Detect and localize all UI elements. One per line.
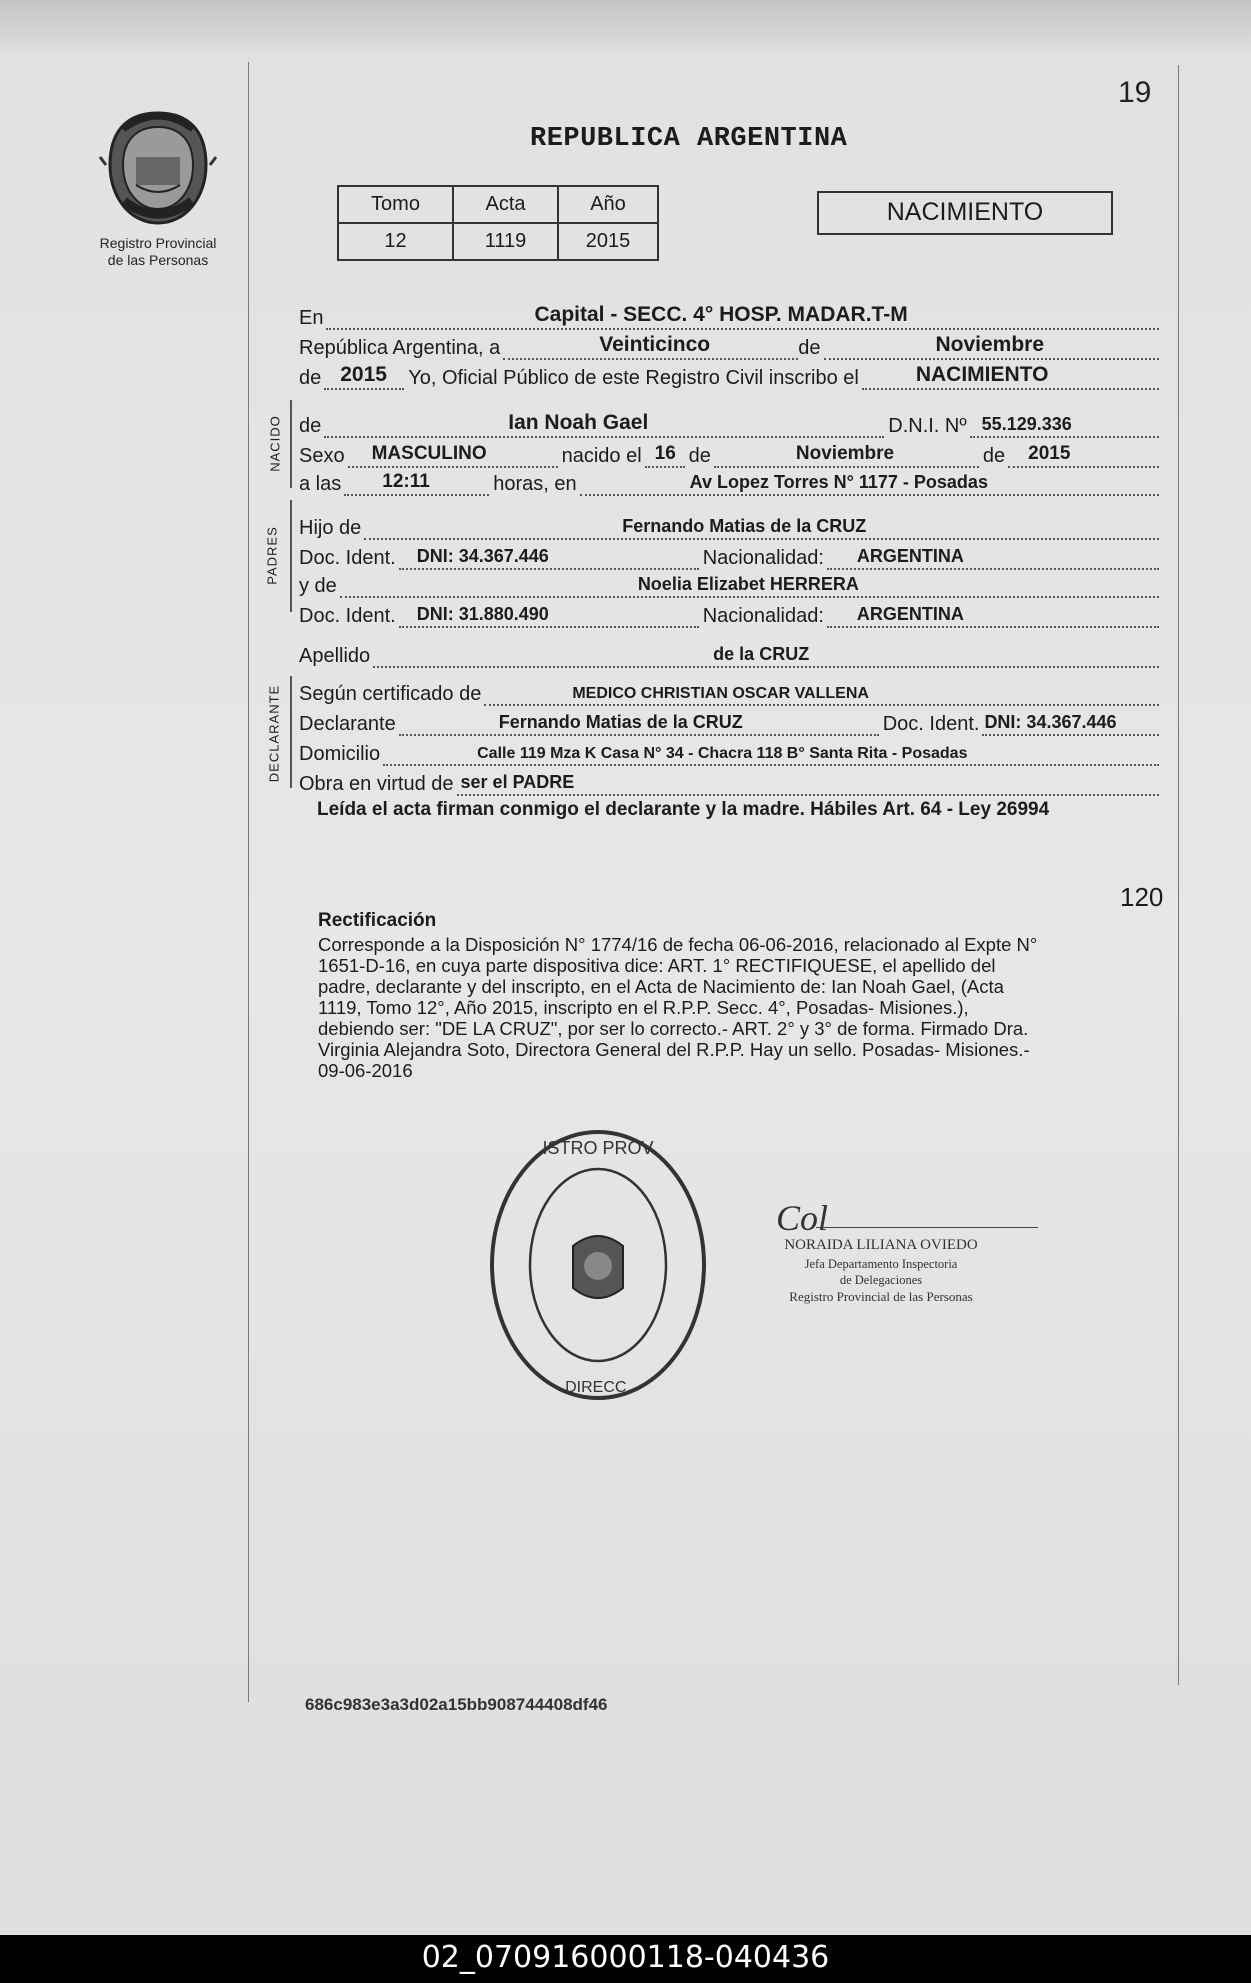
- padre-value: Fernando Matias de la CRUZ: [622, 516, 867, 536]
- republica-label: República Argentina, a: [299, 337, 501, 359]
- nacido-side-label: NACIDO: [267, 415, 283, 472]
- de-label: de: [798, 337, 821, 359]
- row-declarante: [299, 706, 1159, 736]
- row-oficial: [299, 360, 1159, 390]
- doc2-label: Doc. Ident.: [299, 605, 396, 627]
- en-label: En: [299, 307, 324, 329]
- segun-label: Según certificado de: [299, 683, 482, 705]
- padres-bracket: [290, 500, 292, 612]
- doc1-label: Doc. Ident.: [299, 547, 396, 569]
- province-logo: [88, 105, 228, 269]
- anio-inscripcion: 2015: [340, 363, 387, 386]
- record-table: [337, 185, 659, 261]
- declarante-side-label: DECLARANTE: [266, 684, 282, 783]
- record-header: Tomo: [338, 186, 453, 223]
- horas-label: horas, en: [493, 473, 577, 495]
- obra-value: ser el PADRE: [460, 772, 575, 792]
- document-hash: 686c983e3a3d02a15bb908744408df46: [305, 1695, 608, 1714]
- row-domicilio: [299, 736, 1159, 766]
- de4-label: de: [688, 445, 711, 467]
- row-segun: [299, 676, 1159, 706]
- tomo-value: 12: [338, 223, 453, 260]
- nacido-anio: 2015: [1028, 443, 1071, 464]
- nac1-value: ARGENTINA: [856, 546, 964, 566]
- rectificacion-line: padre, declarante y del inscripto, en el Acta de Nacimiento de: Ian Noah Gael, (Acta: [318, 976, 1004, 997]
- row-republica: [299, 330, 1159, 360]
- mes-value: Noviembre: [935, 333, 1045, 356]
- alas-label: a las: [299, 473, 342, 495]
- row-apellido: [299, 638, 1159, 668]
- anio-value: 2015: [558, 223, 658, 260]
- signature-title-1: Jefa Departamento Inspectoria: [804, 1257, 958, 1271]
- nacido-bracket: [290, 400, 292, 488]
- de5-label: de: [982, 445, 1006, 467]
- misiones-crest-icon: [98, 105, 218, 230]
- inscribo-value: NACIMIENTO: [915, 363, 1049, 386]
- doc3-value: DNI: 34.367.446: [984, 712, 1117, 732]
- signature-line: [816, 1227, 1038, 1228]
- de3-label: de: [299, 415, 322, 437]
- doc2-value: DNI: 31.880.490: [416, 604, 549, 624]
- rectificacion-line: Corresponde a la Disposición N° 1774/16 de fecha 06-06-2016, relacionado al Expte N°: [318, 934, 1038, 955]
- leida-text: Leída el acta firman conmigo el declarante y la madre. Hábiles Art. 64 - Ley 26994: [317, 799, 1050, 820]
- rectificacion-line: debiendo ser: "DE LA CRUZ", por ser lo correcto.- ART. 2° y 3° de forma. Firmado Dra.: [318, 1018, 1029, 1039]
- obra-label: Obra en virtud de: [299, 773, 454, 795]
- rectificacion-line: 1119, Tomo 12°, Año 2015, inscripto en el R.P.P. Secc. 4°, Posadas- Misiones.),: [318, 997, 969, 1018]
- scan-footer-id: 02_070916000118-040436: [0, 1935, 1251, 1983]
- official-seal-icon: [487, 1128, 709, 1403]
- rectificacion-heading: Rectificación: [318, 910, 437, 931]
- signature-title-3: Registro Provincial de las Personas: [789, 1289, 973, 1304]
- en-value: Capital - SECC. 4° HOSP. MADAR.T-M: [534, 303, 908, 326]
- dia-value: Veinticinco: [599, 333, 711, 356]
- record-header: Acta: [453, 186, 558, 223]
- row-en: [299, 300, 1159, 330]
- rectificacion-line: Virginia Alejandra Soto, Directora General del R.P.P. Hay un sello. Posadas- Misiones.-: [318, 1039, 1030, 1060]
- rectificacion-line: 1651-D-16, en cuya parte dispositiva dice: ART. 1° RECTIFIQUESE, el apellido del: [318, 955, 996, 976]
- padres-side-label: PADRES: [264, 526, 280, 585]
- apellido-value: de la CRUZ: [713, 644, 810, 664]
- acta-value: 1119: [453, 223, 558, 260]
- nacido-mes: Noviembre: [795, 443, 895, 464]
- doc3-label: Doc. Ident.: [882, 713, 980, 735]
- logo-caption-2: de las Personas: [107, 252, 209, 268]
- nac2-label: Nacionalidad:: [702, 605, 824, 627]
- doc1-value: DNI: 34.367.446: [416, 546, 549, 566]
- segun-value: MEDICO CHRISTIAN OSCAR VALLENA: [572, 685, 869, 702]
- de2-label: de: [299, 367, 322, 389]
- right-margin-rule: [1178, 65, 1179, 1685]
- madre-value: Noelia Elizabet HERRERA: [637, 574, 859, 594]
- apellido-label: Apellido: [299, 645, 371, 667]
- oficial-label: Yo, Oficial Público de este Registro Civil inscribo el: [408, 367, 859, 389]
- declarante-bracket: [290, 676, 292, 788]
- domicilio-value: Calle 119 Mza K Casa N° 34 - Chacra 118 B° Santa Rita - Posadas: [477, 745, 968, 762]
- nac1-label: Nacionalidad:: [702, 547, 824, 569]
- nacido-dia: 16: [654, 443, 676, 464]
- row-hijo: [299, 510, 1159, 540]
- hijo-label: Hijo de: [299, 517, 362, 539]
- record-type-box: NACIMIENTO: [817, 191, 1113, 235]
- row-madre: [299, 568, 1159, 598]
- sexo-label: Sexo: [299, 445, 345, 467]
- nacido-label: nacido el: [561, 445, 642, 467]
- domicilio-label: Domicilio: [299, 743, 381, 765]
- hora-value: 12:11: [382, 471, 430, 492]
- signature-title-2: de Delegaciones: [839, 1273, 923, 1287]
- logo-caption-1: Registro Provincial: [99, 235, 217, 251]
- declarante-label: Declarante: [299, 713, 396, 735]
- lugar-value: Av Lopez Torres N° 1177 - Posadas: [689, 472, 988, 492]
- document-title: REPUBLICA ARGENTINA: [530, 124, 848, 154]
- rectificacion-line: 09-06-2016: [318, 1060, 413, 1081]
- svg-text:DIRECC.: DIRECC.: [565, 1379, 631, 1396]
- nombre-value: Ian Noah Gael: [508, 411, 649, 434]
- signature-name: NORAIDA LILIANA OVIEDO: [784, 1237, 978, 1253]
- sexo-value: MASCULINO: [371, 443, 487, 464]
- yde-label: y de: [299, 575, 337, 597]
- svg-text:ISTRO PROV: ISTRO PROV: [542, 1138, 654, 1158]
- dni-label: D.N.I. Nº: [888, 415, 967, 437]
- left-margin-rule: [248, 62, 249, 1702]
- birth-form: [299, 300, 1159, 800]
- row-doc2: [299, 598, 1159, 628]
- declarante-value: Fernando Matias de la CRUZ: [498, 712, 743, 732]
- signature-initials: Col: [776, 1198, 829, 1238]
- page-number-2: 120: [1120, 882, 1164, 912]
- row-nombre: [299, 408, 1159, 438]
- dni-value: 55.129.336: [981, 414, 1072, 434]
- row-hora: [299, 466, 1159, 496]
- row-obra: [299, 766, 1159, 796]
- rectificacion-block: [318, 910, 1158, 1081]
- nac2-value: ARGENTINA: [856, 604, 964, 624]
- page-number: 19: [1118, 76, 1152, 109]
- record-header: Año: [558, 186, 658, 223]
